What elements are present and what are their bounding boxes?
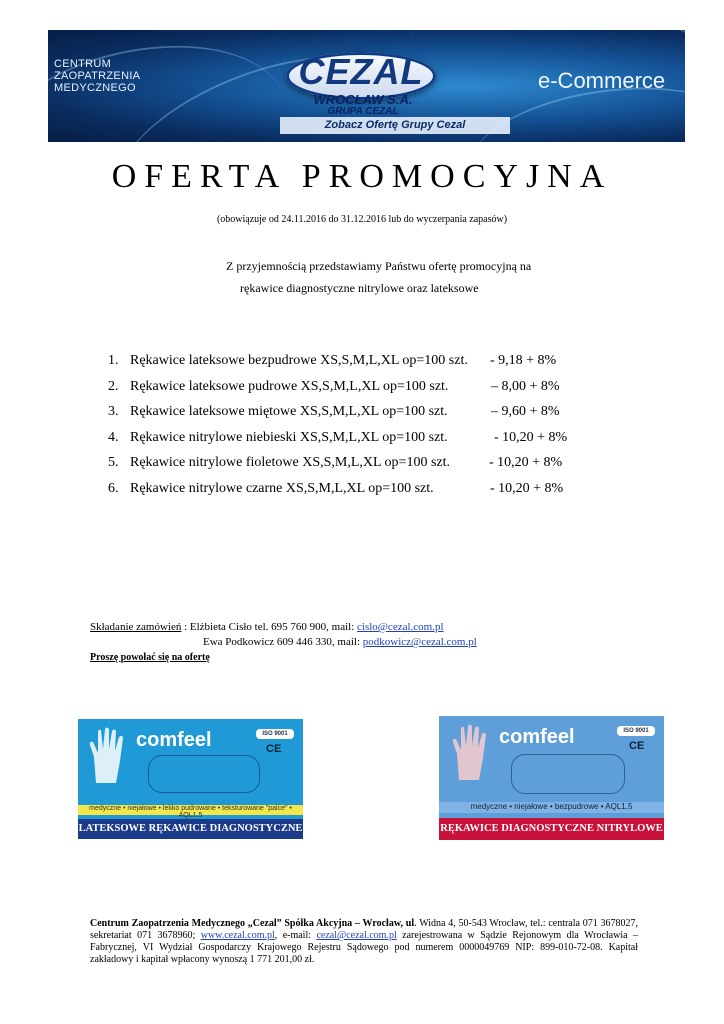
email-link-cislo[interactable]: cislo@cezal.com.pl [357,621,444,633]
item-price: – 8,00 + 8% [491,378,560,394]
footer-company: Centrum Zaopatrzenia Medycznego „Cezal” Spółka Akcyjna – Wrocław, ul [90,918,415,929]
brand-name: comfeel [136,729,212,751]
glove-icon [449,724,495,782]
intro-line-2: rękawice diagnostyczne nitrylowe oraz lateksowe [240,281,479,295]
orders-label: Składanie zamówień [90,621,182,633]
box-window [511,754,625,794]
item-number: 5. [108,455,119,470]
orders-contact-1: : Elżbieta Cisło tel. 695 760 900, mail: [181,621,358,633]
validity-note: (obowiązuje od 24.11.2016 do 31.12.2016 lub do wyczerpania zapasów) [216,214,508,225]
intro-line-1: Z przyjemnością przedstawiamy Państwu ofertę promocyjną na [226,259,532,273]
tagline-link[interactable]: Zobacz Ofertę Grupy Cezal [280,117,510,134]
box-product-band: RĘKAWICE DIAGNOSTYCZNE NITRYLOWE [439,818,664,840]
footer-registration: zarejestrowana w Sądzie Rejonowym dla Wrocławia – Fabrycznej, VI Wydział Gospodarczy Krajowego Rejestru Sądowego pod numerem 0000049769 NIP: 899-010-72-08. Kapitał zakładowy i kapitał wpłacony wynoszą 1 771 201,00 zł. [90,930,638,965]
logo-text: CEZAL [298,51,424,92]
logo-city: WROCŁAW S.A. [313,92,413,107]
item-name: Rękawice nitrylowe czarne XS,S,M,L,XL op=100 szt. [130,480,434,496]
box-feature-strip: medyczne • niejałowe • lekko pudrowane • teksturowane "palce" • AQL1,5 [78,805,303,815]
item-name: Rękawice nitrylowe niebieski XS,S,M,L,XL op=100 szt. [130,429,448,445]
ce-mark: CE [629,740,645,752]
box-feature-strip: medyczne • niejałowe • bezpudrowe • AQL1,5 [439,802,664,813]
item-price: - 10,20 + 8% [489,455,563,470]
item-price: - 10,20 + 8% [494,429,568,445]
item-number: 1. [108,353,119,368]
orders-line-2 [90,635,477,650]
latex-gloves-box-image [78,719,303,839]
company-footer [90,918,638,966]
logo-group: GRUPA CEZAL [327,106,399,117]
offer-reference-note: Proszę powołać się na ofertę [90,652,210,663]
glove-icon [86,727,132,785]
orders-contact-2: Ewa Podkowicz 609 446 330, mail: [203,636,363,648]
footer-email-link[interactable]: cezal@cezal.com.pl [316,930,397,941]
box-window [148,755,260,793]
item-name: Rękawice lateksowe bezpudrowe XS,S,M,L,XL op=100 szt. [130,353,468,368]
ecommerce-label: e-Commerce [538,68,666,93]
footer-address: . Widna 4, 50-543 Wrocław, tel.: centrala 071 3678027, sekretariat 071 3678960; [90,918,638,941]
item-number: 6. [108,480,119,496]
nitrile-gloves-box-image [439,716,664,840]
item-number: 2. [108,378,119,394]
iso-badge: ISO 9001 [617,726,655,736]
item-name: Rękawice lateksowe pudrowe XS,S,M,L,XL op=100 szt. [130,378,449,394]
box-product-band: LATEKSOWE RĘKAWICE DIAGNOSTYCZNE [78,819,303,839]
brand-name: comfeel [499,726,575,748]
orders-contact [90,620,477,650]
item-price: – 9,60 + 8% [491,404,560,419]
item-name: Rękawice lateksowe miętowe XS,S,M,L,XL op=100 szt. [130,404,448,419]
item-number: 3. [108,404,119,419]
page-title: OFERTA PROMOCYJNA [111,158,613,195]
orders-line-1 [90,620,477,635]
item-price: - 10,20 + 8% [490,480,564,496]
iso-badge: ISO 9001 [256,729,294,739]
item-name: Rękawice nitrylowe fioletowe XS,S,M,L,XL op=100 szt. [130,455,450,470]
item-number: 4. [108,429,119,445]
ce-mark: CE [266,743,282,755]
email-link-podkowicz[interactable]: podkowicz@cezal.com.pl [362,636,477,648]
header-banner [48,30,685,142]
item-price: - 9,18 + 8% [490,353,557,368]
centrum-label: CENTRUM ZAOPATRZENIA MEDYCZNEGO [54,58,141,94]
footer-www-link[interactable]: www.cezal.com.pl [200,930,275,941]
footer-email-label: , e-mail: [274,930,317,941]
